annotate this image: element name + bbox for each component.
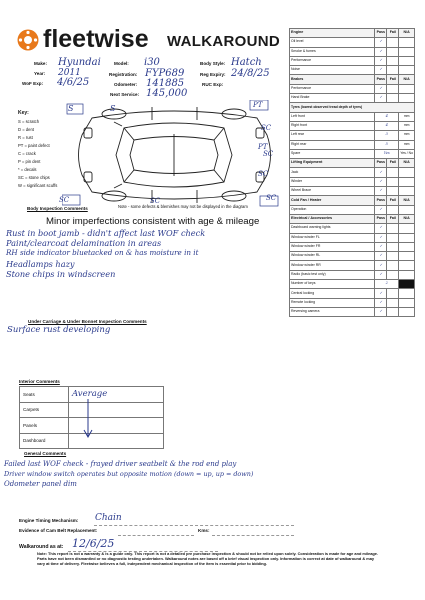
check-label: Reversing camera xyxy=(290,307,375,316)
fail-cell xyxy=(387,187,399,196)
table-row xyxy=(290,270,415,279)
column-header: Pass xyxy=(375,75,387,84)
body-comment-line: Stone chips in windscreen xyxy=(6,268,116,279)
timing-value: Chain xyxy=(95,513,122,523)
reg-expiry-value: 24/8/25 xyxy=(231,68,270,79)
fail-cell xyxy=(387,84,399,93)
na-cell xyxy=(399,270,415,279)
tread-value: 4 xyxy=(375,112,399,121)
tick-icon: ✓ xyxy=(375,177,387,186)
fail-cell xyxy=(387,177,399,186)
na-cell xyxy=(399,38,415,47)
na-cell xyxy=(399,205,415,214)
tick-icon: ✓ xyxy=(375,298,387,307)
column-header: Fail xyxy=(387,159,399,168)
column-header: N/A xyxy=(399,29,415,38)
section-title: Engine xyxy=(290,29,375,38)
table-row xyxy=(290,131,415,140)
column-header: Fail xyxy=(387,196,399,205)
brand-title: WALKAROUND xyxy=(167,33,280,50)
key-item: * = decals xyxy=(18,167,37,172)
fail-cell xyxy=(387,47,399,56)
fail-cell xyxy=(387,38,399,47)
table-row xyxy=(290,205,415,214)
table-row xyxy=(290,149,415,158)
key-item: SC = stone chips xyxy=(18,175,50,180)
tick-icon: ✓ xyxy=(375,84,387,93)
odometer-value: 141885 xyxy=(146,78,185,89)
tread-value: Yes xyxy=(375,149,399,158)
tick-icon: ✓ xyxy=(375,307,387,316)
table-row xyxy=(290,177,415,186)
key-item: R = rust xyxy=(18,135,33,140)
body-comments xyxy=(6,228,286,279)
column-header: Pass xyxy=(375,29,387,38)
check-label: Performance xyxy=(290,56,375,65)
tick-icon: ✓ xyxy=(375,270,387,279)
tick-icon: ✓ xyxy=(375,233,387,242)
check-label: Window winder RR xyxy=(290,261,375,270)
tread-unit: mm xyxy=(399,140,415,149)
wof-value: 4/6/25 xyxy=(57,77,90,88)
section-title: Tyres (lowest observed tread depth of tyres) xyxy=(290,103,415,112)
na-cell xyxy=(399,280,415,289)
year-label: Year: xyxy=(34,71,46,76)
kms-label: Kms: xyxy=(198,528,210,533)
odometer-label: Odometer: xyxy=(114,82,138,87)
check-label: Window winder RL xyxy=(290,252,375,261)
fail-cell xyxy=(387,242,399,251)
body-comment-line: RH side indicator bluetacked on & has moisture in it xyxy=(6,248,199,258)
na-cell xyxy=(399,177,415,186)
body-style-label: Body Style: xyxy=(200,61,226,66)
check-label: Spare xyxy=(290,149,375,158)
check-label: Wheel Brace xyxy=(290,187,375,196)
car-diagram xyxy=(62,100,287,210)
column-header: Fail xyxy=(387,75,399,84)
damage-mark: SC xyxy=(263,150,274,158)
check-label: Central locking xyxy=(290,289,375,298)
tick-icon: ✓ xyxy=(375,168,387,177)
body-comment-line: Rust in boot jamb - didn't affect last WOF check xyxy=(6,228,206,238)
table-row xyxy=(290,187,415,196)
body-headline: Minor imperfections consistent with age & mileage xyxy=(46,216,260,227)
check-label: Left front xyxy=(290,112,375,121)
key-item: PT = paint defect xyxy=(18,143,50,148)
damage-mark: S xyxy=(68,104,74,113)
table-row xyxy=(290,280,415,289)
column-header: Fail xyxy=(387,214,399,223)
walkaround-label: Walkaround as at: xyxy=(19,544,64,550)
table-row xyxy=(290,233,415,242)
inspection-checklist xyxy=(289,28,415,317)
next-service-value: 145,000 xyxy=(146,88,188,99)
check-label: Operation xyxy=(290,205,375,214)
fail-cell xyxy=(387,233,399,242)
wheel-logo-icon xyxy=(16,28,40,52)
damage-mark: PT xyxy=(258,143,268,151)
damage-mark: S xyxy=(110,104,116,113)
table-row xyxy=(290,289,415,298)
model-label: Model: xyxy=(114,61,129,66)
na-cell xyxy=(399,187,415,196)
ruc-label: RUC Exp: xyxy=(202,82,224,87)
na-cell xyxy=(399,307,415,316)
column-header: N/A xyxy=(399,214,415,223)
interior-label: Seats xyxy=(20,387,69,403)
checklist-section xyxy=(290,196,415,205)
table-row xyxy=(290,298,415,307)
general-comment-line: Driver window switch operates but opposite motion (down = up, up = down) xyxy=(4,470,254,478)
checklist-section xyxy=(290,29,415,38)
damage-mark: SC xyxy=(150,197,161,205)
body-comment-line: Headlamps hazy xyxy=(6,258,75,269)
damage-mark: SC xyxy=(59,196,70,204)
tread-unit: mm xyxy=(399,121,415,130)
undercarriage-comment: Surface rust developing xyxy=(7,325,111,335)
check-label: Window winder FR xyxy=(290,242,375,251)
fail-cell xyxy=(387,252,399,261)
fail-cell xyxy=(387,94,399,103)
general-comment-line: Odometer panel dim xyxy=(4,480,77,488)
key-title: Key: xyxy=(18,110,29,116)
column-header: N/A xyxy=(399,75,415,84)
table-row xyxy=(290,94,415,103)
table-row xyxy=(290,84,415,93)
fail-cell xyxy=(387,66,399,75)
table-row xyxy=(290,168,415,177)
check-label: Jack xyxy=(290,168,375,177)
na-cell xyxy=(399,84,415,93)
table-row xyxy=(290,261,415,270)
reg-label: Registration: xyxy=(109,72,138,77)
check-label: Left rear xyxy=(290,131,375,140)
check-label: Number of keys xyxy=(290,280,375,289)
na-cell xyxy=(399,242,415,251)
next-service-label: Next Service: xyxy=(110,92,140,97)
body-style-value: Hatch xyxy=(231,57,262,68)
reg-value: FYP689 xyxy=(145,68,185,79)
tick-icon: ✓ xyxy=(375,47,387,56)
check-label: Window winder FL xyxy=(290,233,375,242)
fail-cell xyxy=(387,56,399,65)
section-title: Lifting Equipment xyxy=(290,159,375,168)
fail-cell xyxy=(387,307,399,316)
year-value: 2011 xyxy=(58,68,81,78)
section-title: Brakes xyxy=(290,75,375,84)
na-cell xyxy=(399,298,415,307)
table-row xyxy=(290,307,415,316)
tread-value: 5 xyxy=(375,140,399,149)
diagram-note: Note - some defects & blemishes may not be displayed in the diagram xyxy=(118,204,248,209)
tread-unit: mm xyxy=(399,131,415,140)
model-value: i30 xyxy=(144,57,160,68)
check-label: Radio (basic test only) xyxy=(290,270,375,279)
tread-unit: Yes / No xyxy=(399,149,415,158)
general-heading: General Comments xyxy=(24,451,67,456)
fail-cell xyxy=(387,224,399,233)
fail-cell xyxy=(387,261,399,270)
interior-heading: Interior Comments xyxy=(19,379,60,384)
check-label: Hand Brake xyxy=(290,94,375,103)
key-item: W = significant scuffs xyxy=(18,183,58,188)
general-comments xyxy=(4,459,304,489)
tread-unit: mm xyxy=(399,112,415,121)
column-header: N/A xyxy=(399,196,415,205)
checklist-section xyxy=(290,214,415,223)
check-label: Remote locking xyxy=(290,298,375,307)
tread-value: 4 xyxy=(375,121,399,130)
brand-name: fleetwise xyxy=(43,25,149,53)
ditto-arrow-icon xyxy=(83,398,93,440)
table-row xyxy=(290,140,415,149)
interior-value: Average xyxy=(69,387,164,403)
na-cell xyxy=(399,289,415,298)
wof-label: WoF Exp: xyxy=(22,81,44,86)
interior-label: Carpets xyxy=(20,402,69,418)
key-item: D = dent xyxy=(18,127,34,132)
body-comment-line: Paint/clearcoat delamination in areas xyxy=(6,238,162,249)
tick-icon: ✓ xyxy=(375,252,387,261)
tread-value: 3 xyxy=(375,131,399,140)
tick-icon: ✓ xyxy=(375,66,387,75)
tick-icon: ✓ xyxy=(375,187,387,196)
column-header: Pass xyxy=(375,214,387,223)
tick-icon: ✓ xyxy=(375,94,387,103)
make-label: Make: xyxy=(34,61,48,66)
timing-label: Engine Timing Mechanism: xyxy=(19,518,79,523)
section-title: Cold Fan / Heater xyxy=(290,196,375,205)
tick-icon: ✓ xyxy=(375,289,387,298)
tick-icon: ✓ xyxy=(375,56,387,65)
na-cell xyxy=(399,56,415,65)
undercarriage-heading: Under Carriage & Under Bonnet Inspection Comments xyxy=(28,319,147,324)
table-row xyxy=(290,224,415,233)
tick-icon: ✓ xyxy=(375,242,387,251)
na-cell xyxy=(399,66,415,75)
disclaimer-note: Note: This report is not a warranty & is a guide only. This report is not a detailed pre purchase inspection & should not be relied upon solely. Consideration is made for age and mileage. Parts have not been dismantled or no diagnostic testing undertaken. Walkaround notes are based off a brief visual inspection only. Information is correct at date of walkaround & may vary at time of delivery. Fleetwise believes a full, independent mechanical inspection of the item is essential prior to bidding. xyxy=(37,551,378,567)
general-comment-line: Failed last WOF check - frayed driver seatbelt & the rod end play xyxy=(4,460,237,468)
tick-icon: ✓ xyxy=(375,205,387,214)
interior-label: Panels xyxy=(20,418,69,434)
key-item: P = pin dent xyxy=(18,159,41,164)
fail-cell xyxy=(387,205,399,214)
body-inspection-heading: Body Inspection Comments xyxy=(27,206,88,211)
fail-cell xyxy=(387,270,399,279)
table-row xyxy=(290,112,415,121)
na-cell xyxy=(399,233,415,242)
column-header: Pass xyxy=(375,196,387,205)
tick-icon: ✓ xyxy=(375,38,387,47)
checklist-section xyxy=(290,103,415,112)
fail-cell xyxy=(387,168,399,177)
check-label: Oil level xyxy=(290,38,375,47)
tick-icon: ✓ xyxy=(375,261,387,270)
count-value: 2 xyxy=(375,280,399,289)
check-label: Winder xyxy=(290,177,375,186)
check-label: Performance xyxy=(290,84,375,93)
cambelt-label: Evidence of Cam Belt Replacement: xyxy=(19,528,98,533)
na-cell xyxy=(399,47,415,56)
fail-cell xyxy=(387,298,399,307)
column-header: N/A xyxy=(399,159,415,168)
check-label: Dashboard warning lights xyxy=(290,224,375,233)
checklist-section xyxy=(290,159,415,168)
checklist-section xyxy=(290,75,415,84)
table-row xyxy=(290,47,415,56)
check-label: Right front xyxy=(290,121,375,130)
walkaround-date: 12/6/25 xyxy=(72,537,115,550)
table-row xyxy=(290,252,415,261)
column-header: Pass xyxy=(375,159,387,168)
fail-cell xyxy=(387,289,399,298)
interior-label: Dashboard xyxy=(20,433,69,449)
tick-icon: ✓ xyxy=(375,224,387,233)
table-row xyxy=(290,242,415,251)
na-cell xyxy=(399,224,415,233)
table-row xyxy=(290,56,415,65)
reg-expiry-label: Reg Expiry: xyxy=(200,72,226,77)
key-item: C = crack xyxy=(18,151,36,156)
check-label: Smoke & fumes xyxy=(290,47,375,56)
key-item: S = scratch xyxy=(18,119,40,124)
table-row xyxy=(290,38,415,47)
damage-mark: SC xyxy=(258,170,269,178)
section-title: Electrical / Accessories xyxy=(290,214,375,223)
na-cell xyxy=(399,168,415,177)
check-label: Noise xyxy=(290,66,375,75)
na-cell xyxy=(399,261,415,270)
damage-mark: SC xyxy=(266,194,277,202)
table-row xyxy=(290,66,415,75)
table-row xyxy=(290,121,415,130)
column-header: Fail xyxy=(387,29,399,38)
make-value: Hyundai xyxy=(58,57,101,68)
na-cell xyxy=(399,252,415,261)
damage-mark: SC xyxy=(261,124,272,132)
na-cell xyxy=(399,94,415,103)
damage-mark: PT xyxy=(253,101,263,109)
check-label: Right rear xyxy=(290,140,375,149)
